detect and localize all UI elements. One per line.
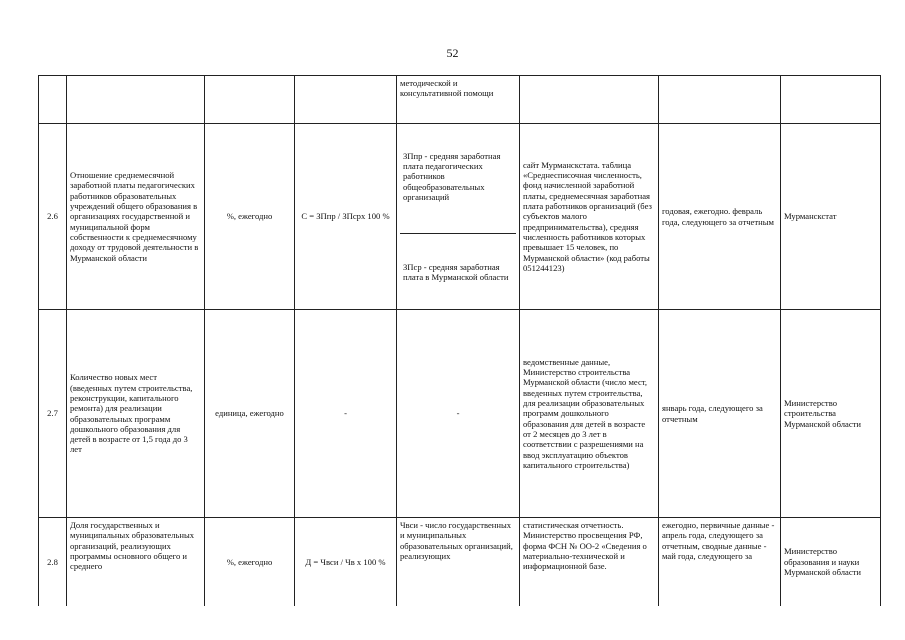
indicators-table [38, 75, 881, 606]
cell-unit: %, ежегодно [205, 124, 295, 310]
cell-source [520, 76, 659, 124]
cell-source: ведомственные данные, Министерство строительства Мурманской области (число мест, введенных путем строительства, для реализации образовательных программ дошкольного образования для детей в возрасте от 2 месяцев до 3 лет в соответствии с разрешениями на ввод эксплуатацию объектов капитального строительства) [520, 310, 659, 518]
var-2: ЗПср - средняя заработная плата в Мурманской области [403, 261, 509, 282]
cell-period: январь года, следующего за отчетным [659, 310, 781, 518]
cell-resp: Министерство образования и науки Мурманской области [781, 518, 881, 606]
cell-resp: Министерство строительства Мурманской области [781, 310, 881, 518]
table-row [39, 518, 881, 606]
cell-source: сайт Мурманскстата. таблица «Среднесписочная численность, фонд начисленной заработной платы, среднемесячная заработная плата работников организаций (без субъектов малого предпринимательства), средняя численность работников которых превышает 15 человек, по Мурманской области» (код работы 051244123) [520, 124, 659, 310]
cell-unit: %, ежегодно [205, 518, 295, 606]
cell-unit: единица, ежегодно [205, 310, 295, 518]
cell-vars: методической и консультативной помощи [397, 76, 520, 124]
table-row [39, 76, 881, 124]
cell-period: годовая, ежегодно. февраль года, следующего за отчетным [659, 124, 781, 310]
cell-num: 2.8 [39, 518, 67, 606]
cell-formula: С = ЗПпр / ЗПсрх 100 % [295, 124, 397, 310]
cell-period: ежегодно, первичные данные - апрель года, следующего за отчетным, сводные данные - май года, следующего за [659, 518, 781, 606]
cell-period [659, 76, 781, 124]
var-1: ЗПпр - средняя заработная плата педагогических работников общеобразовательных организаций [400, 149, 516, 234]
page-number: 52 [446, 46, 459, 60]
cell-num [39, 76, 67, 124]
cell-num: 2.7 [39, 310, 67, 518]
cell-vars [397, 124, 520, 310]
cell-name: Отношение среднемесячной заработной платы педагогических работников образовательных учреждений общего образования в организациях государственной и муниципальной форм собственности к среднемесячному доходу от трудовой деятельности в Мурманской области [67, 124, 205, 310]
table-row [39, 124, 881, 310]
cell-formula: Д = Чвси / Чв х 100 % [295, 518, 397, 606]
cell-vars: - [397, 310, 520, 518]
cell-source: статистическая отчетность. Министерство просвещения РФ, форма ФСН № ОО-2 «Сведения о материально-технической и информационной базе. [520, 518, 659, 606]
cell-unit [205, 76, 295, 124]
cell-name [67, 76, 205, 124]
cell-resp [781, 76, 881, 124]
cell-formula [295, 76, 397, 124]
cell-resp: Мурманскстат [781, 124, 881, 310]
cell-name: Количество новых мест (введенных путем строительства, реконструкции, капитального ремонта) для реализации образовательных программ дошкольного образования для детей в возрасте от 1,5 года до 3 лет [67, 310, 205, 518]
table-row [39, 310, 881, 518]
cell-formula: - [295, 310, 397, 518]
cell-num: 2.6 [39, 124, 67, 310]
cell-vars: Чвси - число государственных и муниципальных образовательных организаций, реализующих [397, 518, 520, 606]
cell-name: Доля государственных и муниципальных образовательных организаций, реализующих программы основного общего и среднего [67, 518, 205, 606]
